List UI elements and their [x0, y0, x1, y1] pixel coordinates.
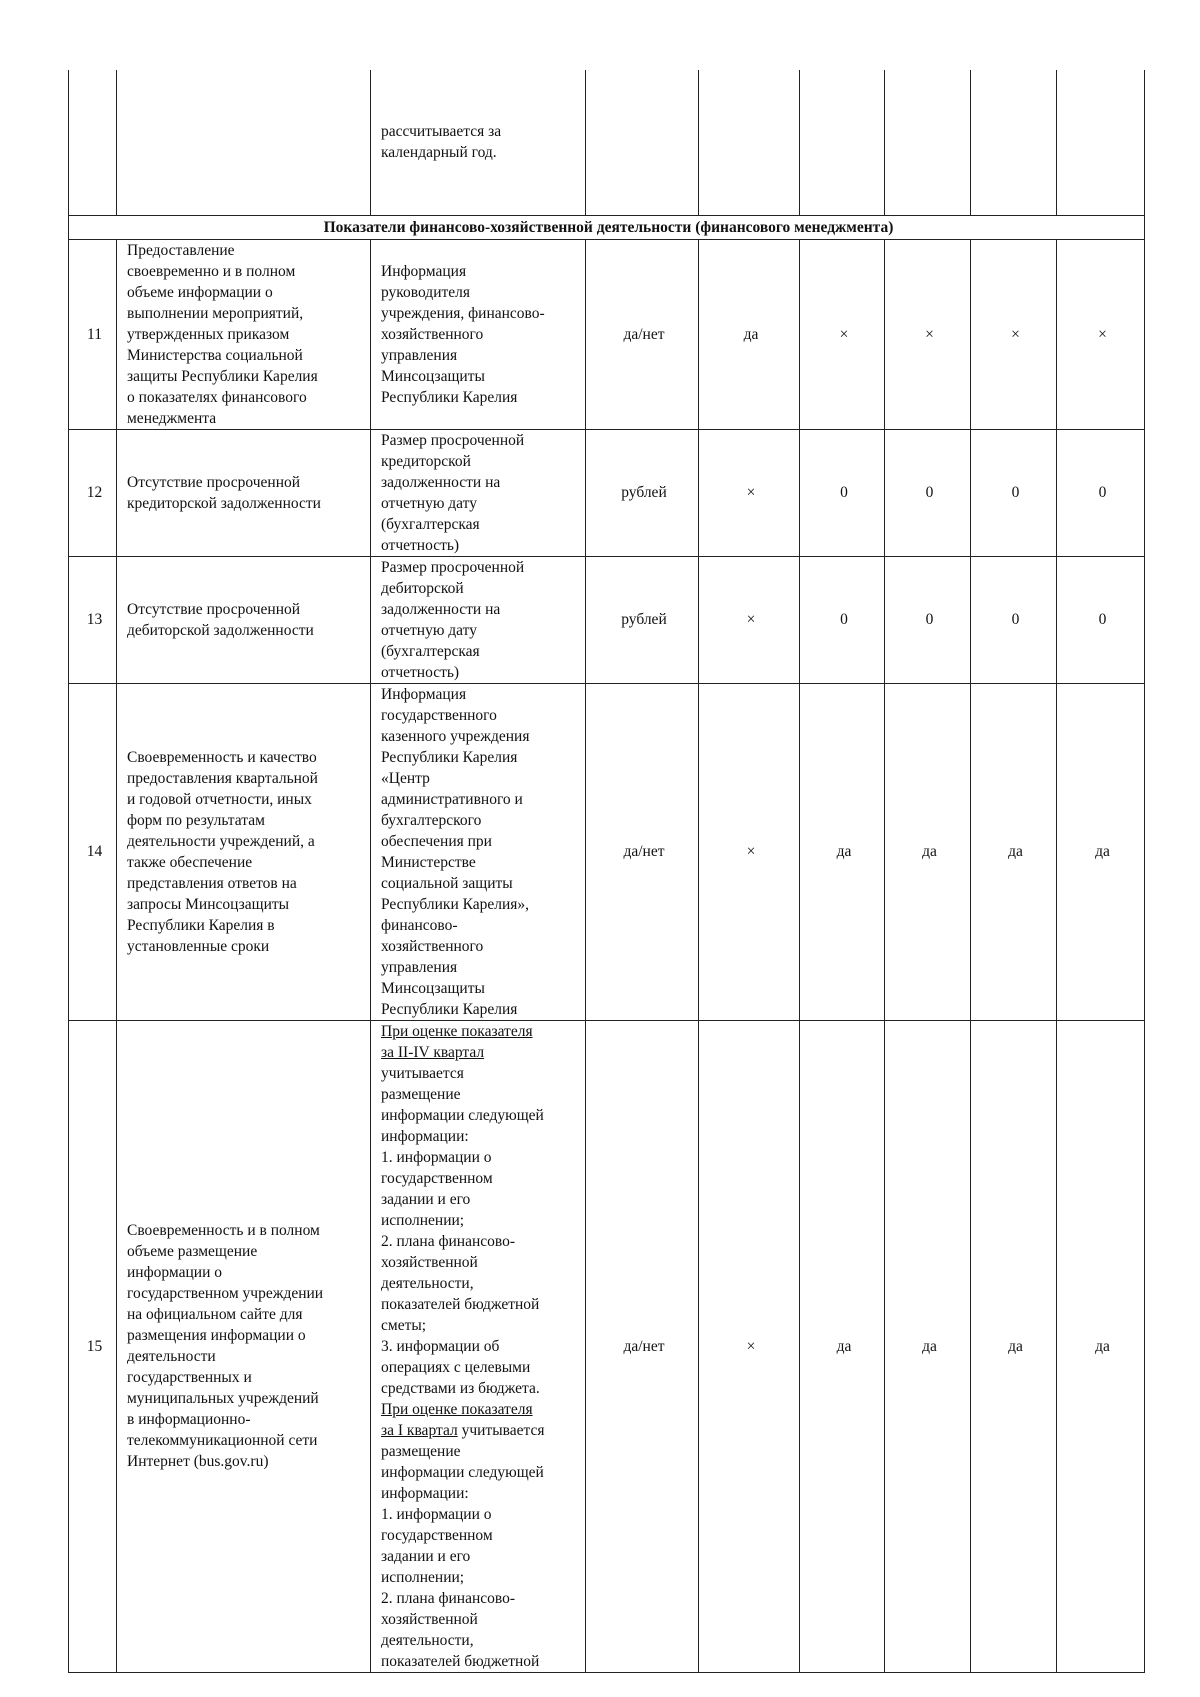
method-text-2: учитывается размещение информации следующей информации: 1. информации о государственном задании и его исполнении; 2. плана финансово- хозяйственной деятельности, показателей бюджетной	[381, 1421, 545, 1670]
calculation-method: Размер просроченной дебиторской задолженности на отчетную дату (бухгалтерская отчетность)	[371, 556, 586, 683]
row-number: 12	[69, 429, 117, 556]
method-text-1: учитывается размещение информации следующей информации: 1. информации о государственном задании и его исполнении; 2. плана финансово- хозяйственной деятельности, показателей бюджетной сметы; 3. информации об операциях с целевыми средствами из бюджета.	[381, 1064, 544, 1397]
unit: рублей	[586, 556, 699, 683]
value-4: 0	[971, 429, 1057, 556]
value-3: ×	[885, 239, 971, 429]
value-1: ×	[699, 683, 800, 1020]
cell-method: рассчитывается за календарный год.	[371, 70, 586, 215]
cell-value	[1057, 70, 1145, 215]
table-row	[69, 70, 1145, 215]
indicator-name: Предоставление своевременно и в полном объеме информации о выполнении мероприятий, утвержденных приказом Министерства социальной защиты Республики Карелия о показателях финансового менеджмента	[117, 239, 371, 429]
value-1: ×	[699, 1020, 800, 1672]
value-3: 0	[885, 556, 971, 683]
value-1: ×	[699, 429, 800, 556]
table-row	[69, 239, 1145, 429]
value-5: да	[1057, 1020, 1145, 1672]
value-4: да	[971, 1020, 1057, 1672]
value-2: 0	[800, 556, 885, 683]
unit: да/нет	[586, 239, 699, 429]
value-1: ×	[699, 556, 800, 683]
table-row	[69, 683, 1145, 1020]
calculation-method: Информация руководителя учреждения, финансово- хозяйственного управления Минсоцзащиты Республики Карелия	[371, 239, 586, 429]
value-2: да	[800, 683, 885, 1020]
calculation-method: Размер просроченной кредиторской задолженности на отчетную дату (бухгалтерская отчетность)	[371, 429, 586, 556]
value-2: 0	[800, 429, 885, 556]
value-3: да	[885, 1020, 971, 1672]
value-5: 0	[1057, 429, 1145, 556]
value-1: да	[699, 239, 800, 429]
row-number: 13	[69, 556, 117, 683]
indicators-table	[68, 70, 1145, 1673]
cell-value	[885, 70, 971, 215]
calculation-method	[371, 1020, 586, 1672]
indicator-name: Своевременность и в полном объеме размещение информации о государственном учреждении на официальном сайте для размещения информации о деятельности государственных и муниципальных учреждений в информационно- телекоммуникационной сети Интернет (bus.gov.ru)	[117, 1020, 371, 1672]
cell-name	[117, 70, 371, 215]
section-header-row	[69, 215, 1145, 239]
indicator-name: Отсутствие просроченной кредиторской задолженности	[117, 429, 371, 556]
value-4: ×	[971, 239, 1057, 429]
method-underlined-2: При оценке показателя за I квартал	[381, 1400, 533, 1439]
calculation-method: Информация государственного казенного учреждения Республики Карелия «Центр административного и бухгалтерского обеспечения при Министерстве социальной защиты Республики Карелия», финансово- хозяйственного управления Минсоцзащиты Республики Карелия	[371, 683, 586, 1020]
table-row	[69, 556, 1145, 683]
row-number: 15	[69, 1020, 117, 1672]
value-2: да	[800, 1020, 885, 1672]
table-row	[69, 1020, 1145, 1672]
value-2: ×	[800, 239, 885, 429]
indicator-name: Своевременность и качество предоставления квартальной и годовой отчетности, иных форм по результатам деятельности учреждений, а также обеспечение представления ответов на запросы Минсоцзащиты Республики Карелия в установленные сроки	[117, 683, 371, 1020]
unit: рублей	[586, 429, 699, 556]
row-number: 14	[69, 683, 117, 1020]
value-4: 0	[971, 556, 1057, 683]
cell-unit	[586, 70, 699, 215]
cell-value	[800, 70, 885, 215]
section-title: Показатели финансово-хозяйственной деятельности (финансового менеджмента)	[69, 215, 1145, 239]
unit: да/нет	[586, 1020, 699, 1672]
value-5: 0	[1057, 556, 1145, 683]
value-5: ×	[1057, 239, 1145, 429]
method-underlined-1: При оценке показателя за II-IV квартал	[381, 1022, 533, 1061]
cell-value	[971, 70, 1057, 215]
cell-num	[69, 70, 117, 215]
value-3: да	[885, 683, 971, 1020]
cell-value	[699, 70, 800, 215]
table-row	[69, 429, 1145, 556]
value-5: да	[1057, 683, 1145, 1020]
unit: да/нет	[586, 683, 699, 1020]
value-3: 0	[885, 429, 971, 556]
row-number: 11	[69, 239, 117, 429]
indicator-name: Отсутствие просроченной дебиторской задолженности	[117, 556, 371, 683]
value-4: да	[971, 683, 1057, 1020]
